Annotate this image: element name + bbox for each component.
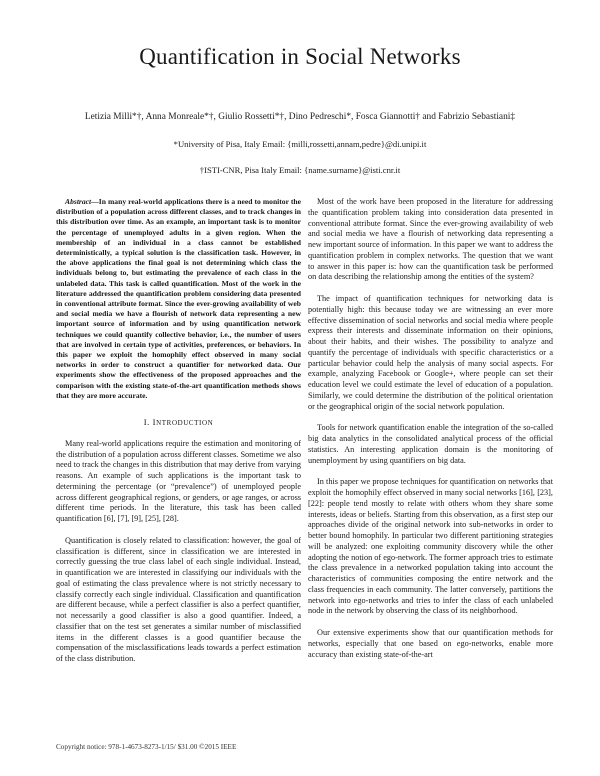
right-column — [308, 197, 553, 660]
body-paragraph-3: Tools for network quantification enable the integration of the so-called big data analytics in the consolidated analytical process of the official statistics. An interesting application domain is the monitoring of unemployment by using quantifiers on big data. — [308, 423, 553, 465]
abstract-lead: Abstract — [65, 197, 92, 206]
body-paragraph-2: The impact of quantification techniques for networking data is potentially high: this because today we are witnessing an ever more effective dissemination of social networks and social media where people express their interests and disseminate information on their opinions, about their habits, and their wishes. The possibility to analyze and quantify the percentage of individuals with specific characteristics or a particular behavior could help the analysis of many social aspects. For example, analyzing Facebook or Google+, where people can set their education level we could estimate the level of education of a population. Similarly, we could determine the distribution of the political orientation or the geographical origin of the social network population. — [308, 294, 553, 411]
body-paragraph-5: Our extensive experiments show that our quantification methods for networks, especially that one based on ego-networks, enable more accuracy than existing state-of-the-art — [308, 628, 553, 659]
author-list: Letizia Milli*†, Anna Monreale*†, Giulio Rossetti*†, Dino Pedreschi*, Fosca Giannotti† and Fabrizio Sebastiani‡ — [84, 112, 516, 122]
section-title-rest: NTRODUCTION — [156, 419, 214, 428]
copyright-notice: Copyright notice: 978-1-4673-8273-1/15/ $31.00 ©2015 IEEE — [56, 743, 237, 751]
affiliation-isti: †ISTI-CNR, Pisa Italy Email: {name.surname}@isti.cnr.it — [199, 165, 401, 175]
section-heading-introduction — [56, 417, 301, 429]
body-paragraph-1: Most of the work have been proposed in the literature for addressing the quantification problem taking into consideration data presented in conventional attribute format. Since the ever-growing availability of web and social media we have a flourish of networking data representing a new important source of information. In this paper we want to address the quantification problem in complex networks. The question that we want to answer in this paper is: how can the quantification task be performed on data describing the relationship among the entities of the system? — [308, 197, 553, 282]
affiliation-pisa: *University of Pisa, Italy Email: {milli,rossetti,annam,pedre}@di.unipi.it — [173, 139, 427, 149]
section-title-initial: I — [152, 417, 157, 428]
abstract-body: —In many real-world applications there is a need to monitor the distribution of a population across different classes, and to track changes in this distribution over time. As an example, an important task is to monitor the percentage of unemployed adults in a given region. When the membership of an individual in a class cannot be established deterministically, a typical solution is the classification task. However, in the above applications the final goal is not determining which class the individuals belong to, but estimating the prevalence of each class in the unlabeled data. This task is called quantification. Most of the work in the literature addressed the quantification problem considering data presented in conventional attribute format. Since the ever-growing availability of web and social media we have a flourish of network data representing a new important source of information and by using quantification network techniques we could quantify collective behavior, i.e., the number of users that are involved in certain type of activities, preferences, or behaviors. In this paper we exploit the homophily effect observed in many social networks in order to construct a quantifier for networked data. Our experiments show the effectiveness of the proposed approaches and the comparison with the existing state-of-the-art quantification methods shows that they are more accurate. — [56, 197, 301, 400]
abstract — [56, 197, 301, 401]
section-numeral: I. — [143, 417, 150, 428]
intro-paragraph-2: Quantification is closely related to classification: however, the goal of classification is different, since in classification we are interested in correctly guessing the true class label of each single individual. Instead, in quantification we are interested in classifying our individuals with the goal of estimating the class prevalence where is not strictly necessary to classify correctly each single individual. Classification and quantification are different because, while a perfect classifier is also a perfect quantifier, not necessarily a good classifier is also a good quantifier. Indeed, a classifier that on the test set generates a similar number of misclassified items in the different classes is a good quantifier because the compensation of the misclassifications leads towards a perfect estimation of the class distribution. — [56, 535, 301, 664]
paper-title: Quantification in Social Networks — [139, 44, 461, 69]
intro-paragraph-1: Many real-world applications require the estimation and monitoring of the distribution of a population across different classes. Sometime we also need to track the changes in this distribution that may derive from varying reasons. An example of such applications is the important task to determining the percentage (or “prevalence”) of unemployed people across different geographical regions, or genders, or age ranges, or across different time periods. In the literature, this task has been called quantification [6], [7], [9], [25], [28]. — [56, 438, 301, 524]
body-paragraph-4: In this paper we propose techniques for quantification on networks that exploit the homophily effect observed in many social networks [16], [23], [22]: people tend mostly to relate with others whom they share some interests, ideas or beliefs. Starting from this observation, as a first step our approaches divide of the original network into sub-networks in order to better bound homophily. In particular two different partitioning strategies will be analyzed: one exploiting community discovery while the other adopting the notion of ego-network. The former approach tries to estimate the class prevalence in a networked population taking into account the characteristics of communities composing the entire network and the class frequencies in each community. The latter conversely, partitions the network into ego-networks and tries to infer the class of each unlabeled node in the network by observing the class of its neighborhood. — [308, 477, 553, 616]
left-column — [56, 197, 301, 665]
